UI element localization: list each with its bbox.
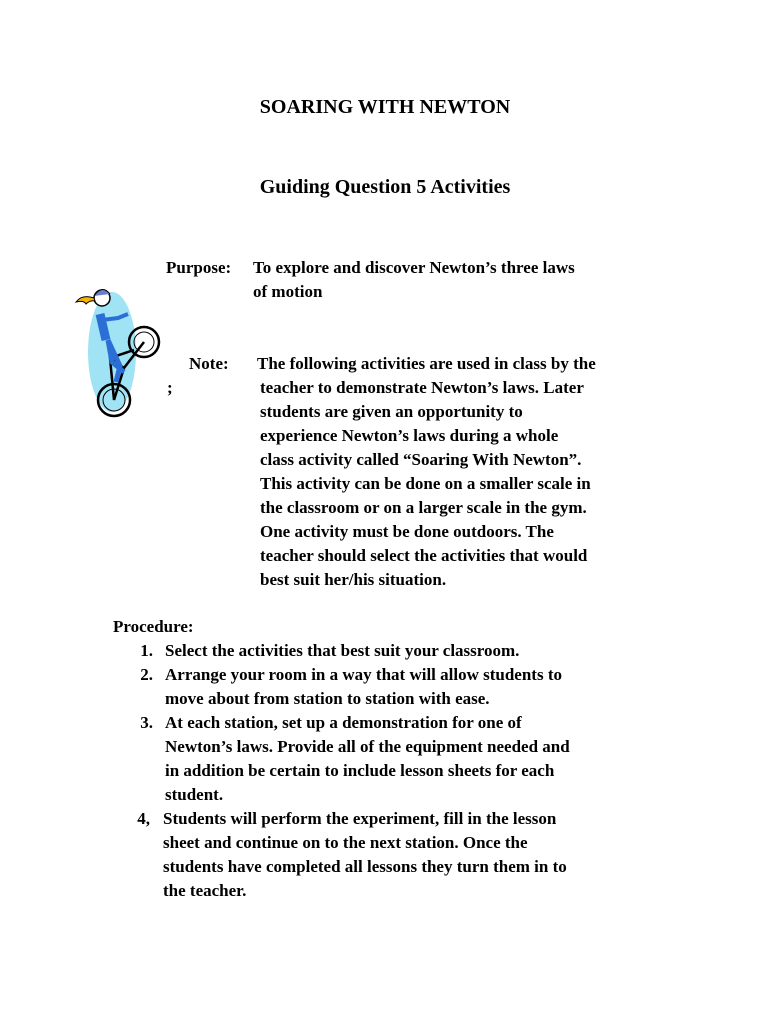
procedure-line: Arrange your room in a way that will allow students to [165, 665, 562, 684]
note-line: the classroom or on a larger scale in the gym. [260, 498, 587, 517]
procedure-line: move about from station to station with ease. [165, 689, 490, 708]
procedure-line: the teacher. [163, 881, 247, 900]
procedure-number: 3. [140, 713, 153, 732]
procedure-line: At each station, set up a demonstration for one of [165, 713, 522, 732]
procedure-line: students have completed all lessons they turn them in to [163, 857, 567, 876]
procedure-number: 2. [140, 665, 153, 684]
document-subtitle: Guiding Question 5 Activities [259, 176, 511, 198]
purpose-line: of motion [253, 282, 323, 301]
note-line: best suit her/his situation. [260, 570, 447, 589]
note-line: class activity called “Soaring With Newton”. [260, 450, 582, 469]
note-line: This activity can be done on a smaller scale in [260, 474, 591, 493]
document-title: SOARING WITH NEWTON [259, 96, 511, 118]
procedure-number: 4, [137, 809, 150, 828]
procedure-line: Newton’s laws. Provide all of the equipment needed and [165, 737, 570, 756]
note-mark: ; [167, 378, 173, 397]
procedure-line: in addition be certain to include lesson sheets for each [165, 761, 555, 780]
bicycle-rider-illustration-icon [72, 270, 167, 440]
procedure-line: sheet and continue on to the next station. Once the [163, 833, 528, 852]
purpose-text [253, 256, 575, 304]
purpose-line: To explore and discover Newton’s three laws [253, 258, 575, 277]
procedure-heading: Procedure: [113, 617, 194, 636]
procedure-line: Students will perform the experiment, fill in the lesson [163, 809, 557, 828]
note-line: One activity must be done outdoors. The [260, 522, 554, 541]
note-line: teacher to demonstrate Newton’s laws. Later [260, 378, 584, 397]
note-label: Note: [189, 354, 229, 373]
procedure-line: student. [165, 785, 224, 804]
note-line: teacher should select the activities that would [260, 546, 588, 565]
note-line: The following activities are used in class by the [257, 354, 596, 373]
purpose-label: Purpose: [166, 258, 232, 277]
procedure-line: Select the activities that best suit your classroom. [165, 641, 520, 660]
note-text [257, 352, 596, 592]
procedure-number: 1. [140, 641, 153, 660]
note-line: students are given an opportunity to [260, 402, 523, 421]
note-line: experience Newton’s laws during a whole [260, 426, 559, 445]
